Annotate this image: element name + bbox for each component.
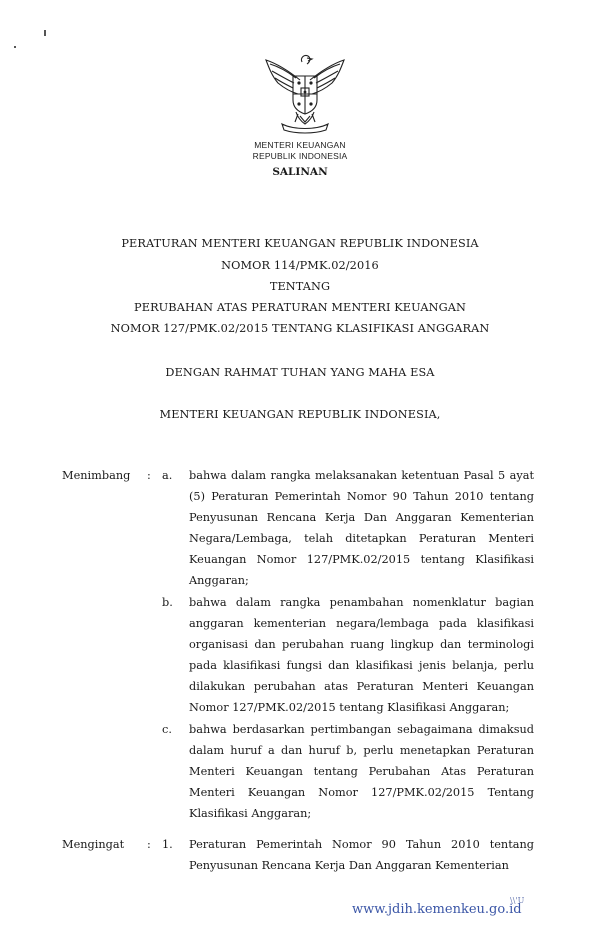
blessing-line: DENGAN RAHMAT TUHAN YANG MAHA ESA (165, 366, 435, 379)
regulation-number: NOMOR 114/PMK.02/2016 (221, 259, 379, 272)
regulation-about: TENTANG (269, 280, 331, 293)
scan-speck (14, 46, 16, 48)
ministry-name-line1: MENTERI KEUANGAN (254, 140, 346, 150)
menimbang-item-text: bahwa dalam rangka melaksanakan ketentuan Pasal 5 ayat (5) Peraturan Pemerintah Nomor 90 Tahun 2010 tentang Penyusunan Rencana Kerja Dan Anggaran Kementerian Negara/Lembaga, telah ditetapkan Peraturan Menteri Keuangan Nomor 127/PMK.02/2015 tentang Klasifikasi Anggaran; (189, 469, 534, 587)
scan-speck (44, 30, 46, 36)
menimbang-label: Menimbang (62, 469, 131, 482)
copy-label: SALINAN (272, 166, 328, 178)
mengingat-label: Mengingat (62, 838, 125, 851)
source-url-link[interactable]: www.jdih.kemenkeu.go.id (352, 902, 522, 917)
menimbang-item-text: bahwa dalam rangka penambahan nomenklatur bagian anggaran kementerian negara/lembaga pada klasifikasi organisasi dan perubahan ruang lingkup dan terminologi pada klasifikasi fungsi dan klasifikasi jenis belanja, perlu dilakukan perubahan atas Peraturan Menteri Keuangan Nomor 127/PMK.02/2015 tentang Klasifikasi Anggaran; (189, 596, 534, 714)
menimbang-item-mark: b. (162, 596, 173, 609)
menimbang-colon: : (147, 469, 151, 482)
mengingat-item-text: Peraturan Pemerintah Nomor 90 Tahun 2010 tentang Penyusunan Rencana Kerja Dan Anggaran Kementerian (189, 838, 534, 872)
issuer-line: MENTERI KEUANGAN REPUBLIK INDONESIA, (159, 408, 441, 421)
regulation-subject-line1: PERUBAHAN ATAS PERATURAN MENTERI KEUANGAN (134, 301, 466, 314)
mengingat-item-mark: 1. (162, 838, 173, 851)
regulation-title: PERATURAN MENTERI KEUANGAN REPUBLIK INDONESIA (121, 237, 479, 250)
watermark-stamp: \\'U (510, 896, 525, 905)
menimbang-item-text: bahwa berdasarkan pertimbangan sebagaimana dimaksud dalam huruf a dan huruf b, perlu menetapkan Peraturan Menteri Keuangan tentang Perubahan Atas Peraturan Menteri Keuangan Nomor 127/PMK.02/2015 Tentang Klasifikasi Anggaran; (189, 723, 534, 820)
ministry-name-line2: REPUBLIK INDONESIA (252, 151, 348, 161)
menimbang-item-mark: a. (162, 469, 173, 482)
mengingat-colon: : (147, 838, 151, 851)
menimbang-item-mark: c. (162, 723, 172, 736)
regulation-subject-line2: NOMOR 127/PMK.02/2015 TENTANG KLASIFIKASI ANGGARAN (110, 322, 490, 335)
garuda-emblem-icon (260, 50, 350, 136)
